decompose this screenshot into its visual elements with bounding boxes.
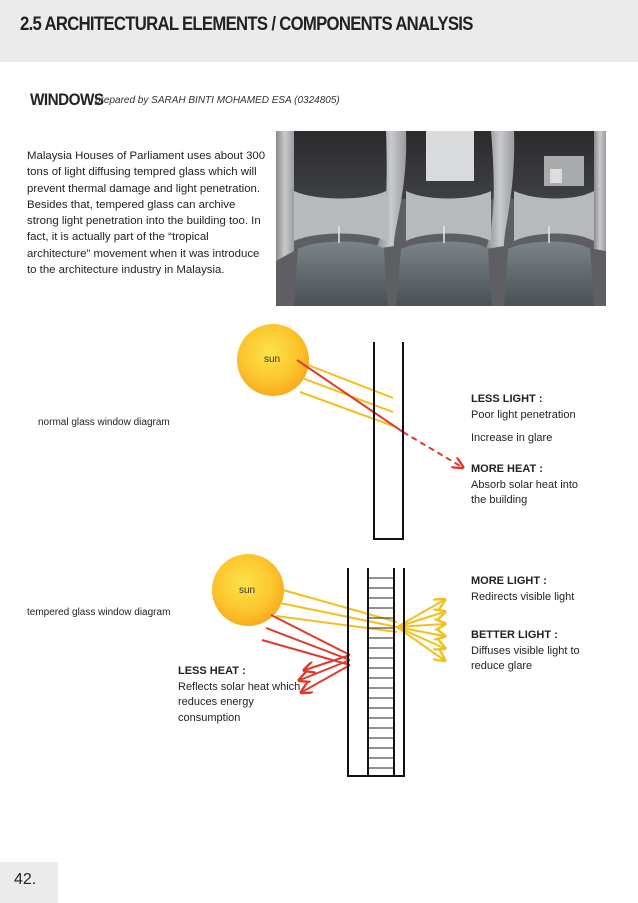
note-text: Increase in glare [471,432,553,444]
note-heading: MORE HEAT : [471,463,543,475]
note-text: Absorb solar heat into the building [471,478,579,506]
page-title: 2.5 ARCHITECTURAL ELEMENTS / COMPONENTS ANALYSIS [20,14,473,35]
sun-label-1: sun [264,354,281,365]
note-glare [471,431,552,447]
section-title: WINDOWS [30,90,104,109]
note-heading: MORE LIGHT : [471,575,547,587]
description-paragraph: Malaysia Houses of Parliament uses about 300 tons of light diffusing tempred glass which will prevent thermal damage and light penetration. Besides that, tempered glass can archive strong light penetration into the building too. In fact, it is actually part of the “tropical architecture” movement when it was introduce to the architecture industry in Malaysia. [27,150,266,277]
note-less-heat [178,664,303,726]
note-text: Poor light penetration [471,408,576,421]
sun-label-2: sun [239,585,256,596]
note-more-light [471,574,574,605]
page-number: 42. [14,871,37,888]
diagram2-label: tempered glass window diagram [27,607,171,618]
note-heading: BETTER LIGHT : [471,629,558,641]
note-text: Diffuses visible light to reduce glare [471,644,580,672]
diagram1-label: normal glass window diagram [38,417,170,428]
note-heading: LESS LIGHT : [471,393,543,405]
note-better-light [471,628,596,675]
note-text: Reflects solar heat which reduces energy consumption [178,680,301,724]
note-less-light [471,392,576,423]
author-credit: prepared by SARAH BINTI MOHAMED ESA (0324805) [95,95,340,106]
note-heading: LESS HEAT : [178,665,246,677]
note-text: Redirects visible light [471,590,575,603]
normal-glass-diagram [237,324,462,539]
note-more-heat [471,462,596,509]
